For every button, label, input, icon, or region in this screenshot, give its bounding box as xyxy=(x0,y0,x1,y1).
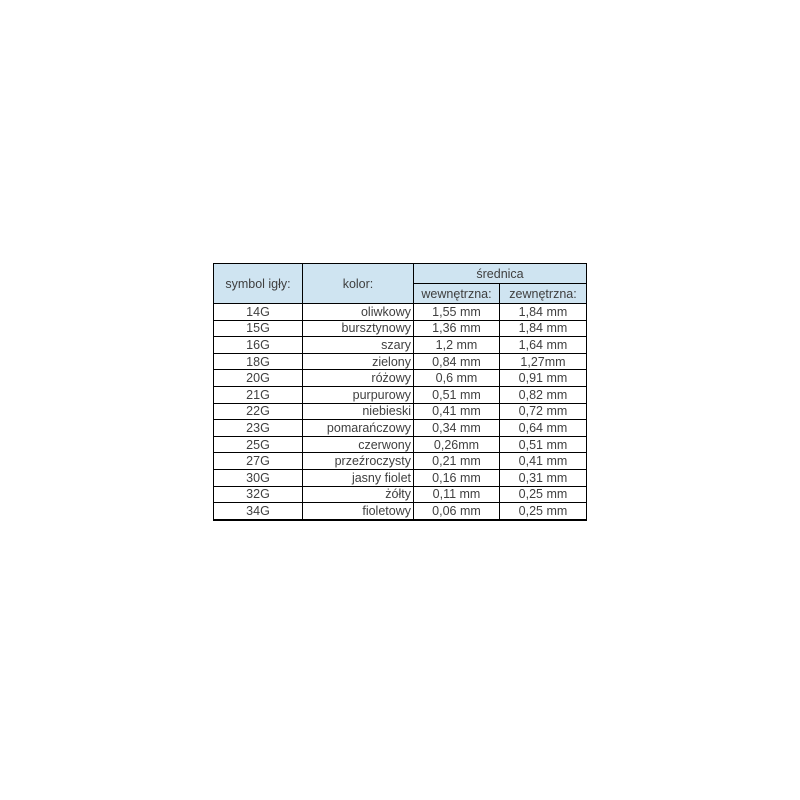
symbol-cell: 16G xyxy=(214,337,303,354)
symbol-cell: 34G xyxy=(214,503,303,520)
table-row xyxy=(214,403,587,420)
inner-diameter-cell: 0,11 mm xyxy=(414,486,500,503)
outer-diameter-cell: 0,25 mm xyxy=(500,486,587,503)
table-row xyxy=(214,304,587,321)
table-row xyxy=(214,353,587,370)
table-row xyxy=(214,436,587,453)
needle-size-table xyxy=(213,263,587,521)
kolor-cell: czerwony xyxy=(303,436,414,453)
symbol-cell: 22G xyxy=(214,403,303,420)
kolor-cell: purpurowy xyxy=(303,386,414,403)
symbol-cell: 18G xyxy=(214,353,303,370)
outer-diameter-cell: 0,72 mm xyxy=(500,403,587,420)
outer-diameter-cell: 0,91 mm xyxy=(500,370,587,387)
symbol-cell: 23G xyxy=(214,420,303,437)
symbol-cell: 15G xyxy=(214,320,303,337)
kolor-cell: szary xyxy=(303,337,414,354)
header-wewnetrzna: wewnętrzna: xyxy=(414,284,500,304)
symbol-cell: 25G xyxy=(214,436,303,453)
outer-diameter-cell: 1,84 mm xyxy=(500,304,587,321)
outer-diameter-cell: 0,82 mm xyxy=(500,386,587,403)
outer-diameter-cell: 0,25 mm xyxy=(500,503,587,520)
symbol-cell: 32G xyxy=(214,486,303,503)
outer-diameter-cell: 0,31 mm xyxy=(500,469,587,486)
kolor-cell: zielony xyxy=(303,353,414,370)
inner-diameter-cell: 0,16 mm xyxy=(414,469,500,486)
symbol-cell: 30G xyxy=(214,469,303,486)
header-symbol: symbol igły: xyxy=(214,264,303,304)
outer-diameter-cell: 0,41 mm xyxy=(500,453,587,470)
header-kolor: kolor: xyxy=(303,264,414,304)
inner-diameter-cell: 0,6 mm xyxy=(414,370,500,387)
table-row xyxy=(214,370,587,387)
needle-size-table-wrap xyxy=(213,263,587,521)
kolor-cell: przeźroczysty xyxy=(303,453,414,470)
inner-diameter-cell: 0,34 mm xyxy=(414,420,500,437)
inner-diameter-cell: 0,51 mm xyxy=(414,386,500,403)
table-header xyxy=(214,264,587,304)
kolor-cell: bursztynowy xyxy=(303,320,414,337)
header-srednica: średnica xyxy=(414,264,587,284)
symbol-cell: 20G xyxy=(214,370,303,387)
kolor-cell: fioletowy xyxy=(303,503,414,520)
symbol-cell: 14G xyxy=(214,304,303,321)
kolor-cell: oliwkowy xyxy=(303,304,414,321)
inner-diameter-cell: 0,26mm xyxy=(414,436,500,453)
inner-diameter-cell: 0,41 mm xyxy=(414,403,500,420)
kolor-cell: różowy xyxy=(303,370,414,387)
inner-diameter-cell: 1,2 mm xyxy=(414,337,500,354)
kolor-cell: żółty xyxy=(303,486,414,503)
outer-diameter-cell: 1,84 mm xyxy=(500,320,587,337)
outer-diameter-cell: 1,27mm xyxy=(500,353,587,370)
symbol-cell: 27G xyxy=(214,453,303,470)
inner-diameter-cell: 0,06 mm xyxy=(414,503,500,520)
outer-diameter-cell: 0,51 mm xyxy=(500,436,587,453)
header-row-1 xyxy=(214,264,587,284)
outer-diameter-cell: 1,64 mm xyxy=(500,337,587,354)
kolor-cell: niebieski xyxy=(303,403,414,420)
inner-diameter-cell: 1,55 mm xyxy=(414,304,500,321)
kolor-cell: pomarańczowy xyxy=(303,420,414,437)
table-row xyxy=(214,420,587,437)
table-row xyxy=(214,337,587,354)
table-row xyxy=(214,503,587,520)
outer-diameter-cell: 0,64 mm xyxy=(500,420,587,437)
table-row xyxy=(214,453,587,470)
symbol-cell: 21G xyxy=(214,386,303,403)
header-zewnetrzna: zewnętrzna: xyxy=(500,284,587,304)
kolor-cell: jasny fiolet xyxy=(303,469,414,486)
table-row xyxy=(214,469,587,486)
table-row xyxy=(214,386,587,403)
inner-diameter-cell: 0,21 mm xyxy=(414,453,500,470)
table-row xyxy=(214,486,587,503)
table-row xyxy=(214,320,587,337)
table-body xyxy=(214,304,587,520)
inner-diameter-cell: 0,84 mm xyxy=(414,353,500,370)
inner-diameter-cell: 1,36 mm xyxy=(414,320,500,337)
